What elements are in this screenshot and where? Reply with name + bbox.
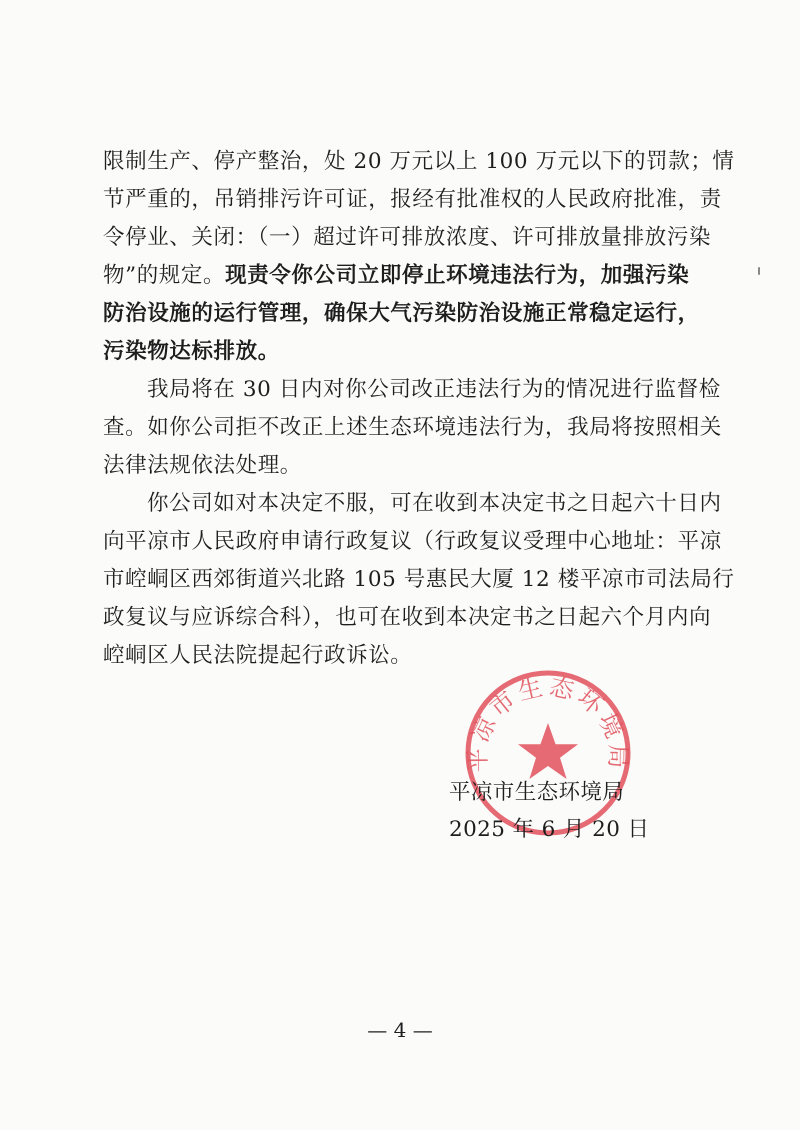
paragraph-2-line-1: 我局将在 30 日内对你公司改正违法行为的情况进行监督检 [147,377,721,402]
paragraph-3-line-3: 市崆峒区西郊街道兴北路 105 号惠民大厦 12 楼平凉市司法局行 [103,567,735,592]
paragraph-2-line-3: 法律法规依法处理。 [103,453,302,478]
paragraph-1-line-4-plain: 物”的规定。 [103,263,226,288]
document-body [103,143,735,675]
paragraph-3-line-2: 向平凉市人民政府申请行政复议（行政复议受理中心地址：平凉 [103,529,722,554]
issuer-name: 平凉市生态环境局 [449,780,625,805]
paragraph-1-line-4-bold: 现责令你公司立即停止环境违法行为，加强污染 [225,263,690,288]
seal-star-icon [518,723,578,779]
paragraph-1-line-2: 节严重的，吊销排污许可证，报经有批准权的人民政府批准，责 [103,187,722,212]
paragraph-1-line-4 [103,257,703,295]
margin-mark [758,267,760,275]
paragraph-3-line-1: 你公司如对本决定不服，可在收到本决定书之日起六十日内 [147,491,722,516]
paragraph-1-line-6: 污染物达标排放。 [103,339,280,364]
seal-text: 平凉市生态环境局 [463,672,633,773]
paragraph-2-line-2: 查。如你公司拒不改正上述生态环境违法行为，我局将按照相关 [103,415,722,440]
issue-date: 2025 年 6 月 20 日 [449,817,650,842]
paragraph-3-line-5: 崆峒区人民法院提起行政诉讼。 [103,643,413,668]
paragraph-3-line-4: 政复议与应诉综合科），也可在收到本决定书之日起六个月内向 [103,605,712,630]
paragraph-1-line-5: 防治设施的运行管理，确保大气污染防治设施正常稳定运行， [103,301,700,326]
page-number: — 4 — [367,1018,433,1042]
paragraph-1-line-3: 令停业、关闭：（一）超过许可排放浓度、许可排放量排放污染 [103,225,712,250]
paragraph-1-line-1: 限制生产、停产整治，处 20 万元以上 100 万元以下的罚款；情 [103,149,735,174]
